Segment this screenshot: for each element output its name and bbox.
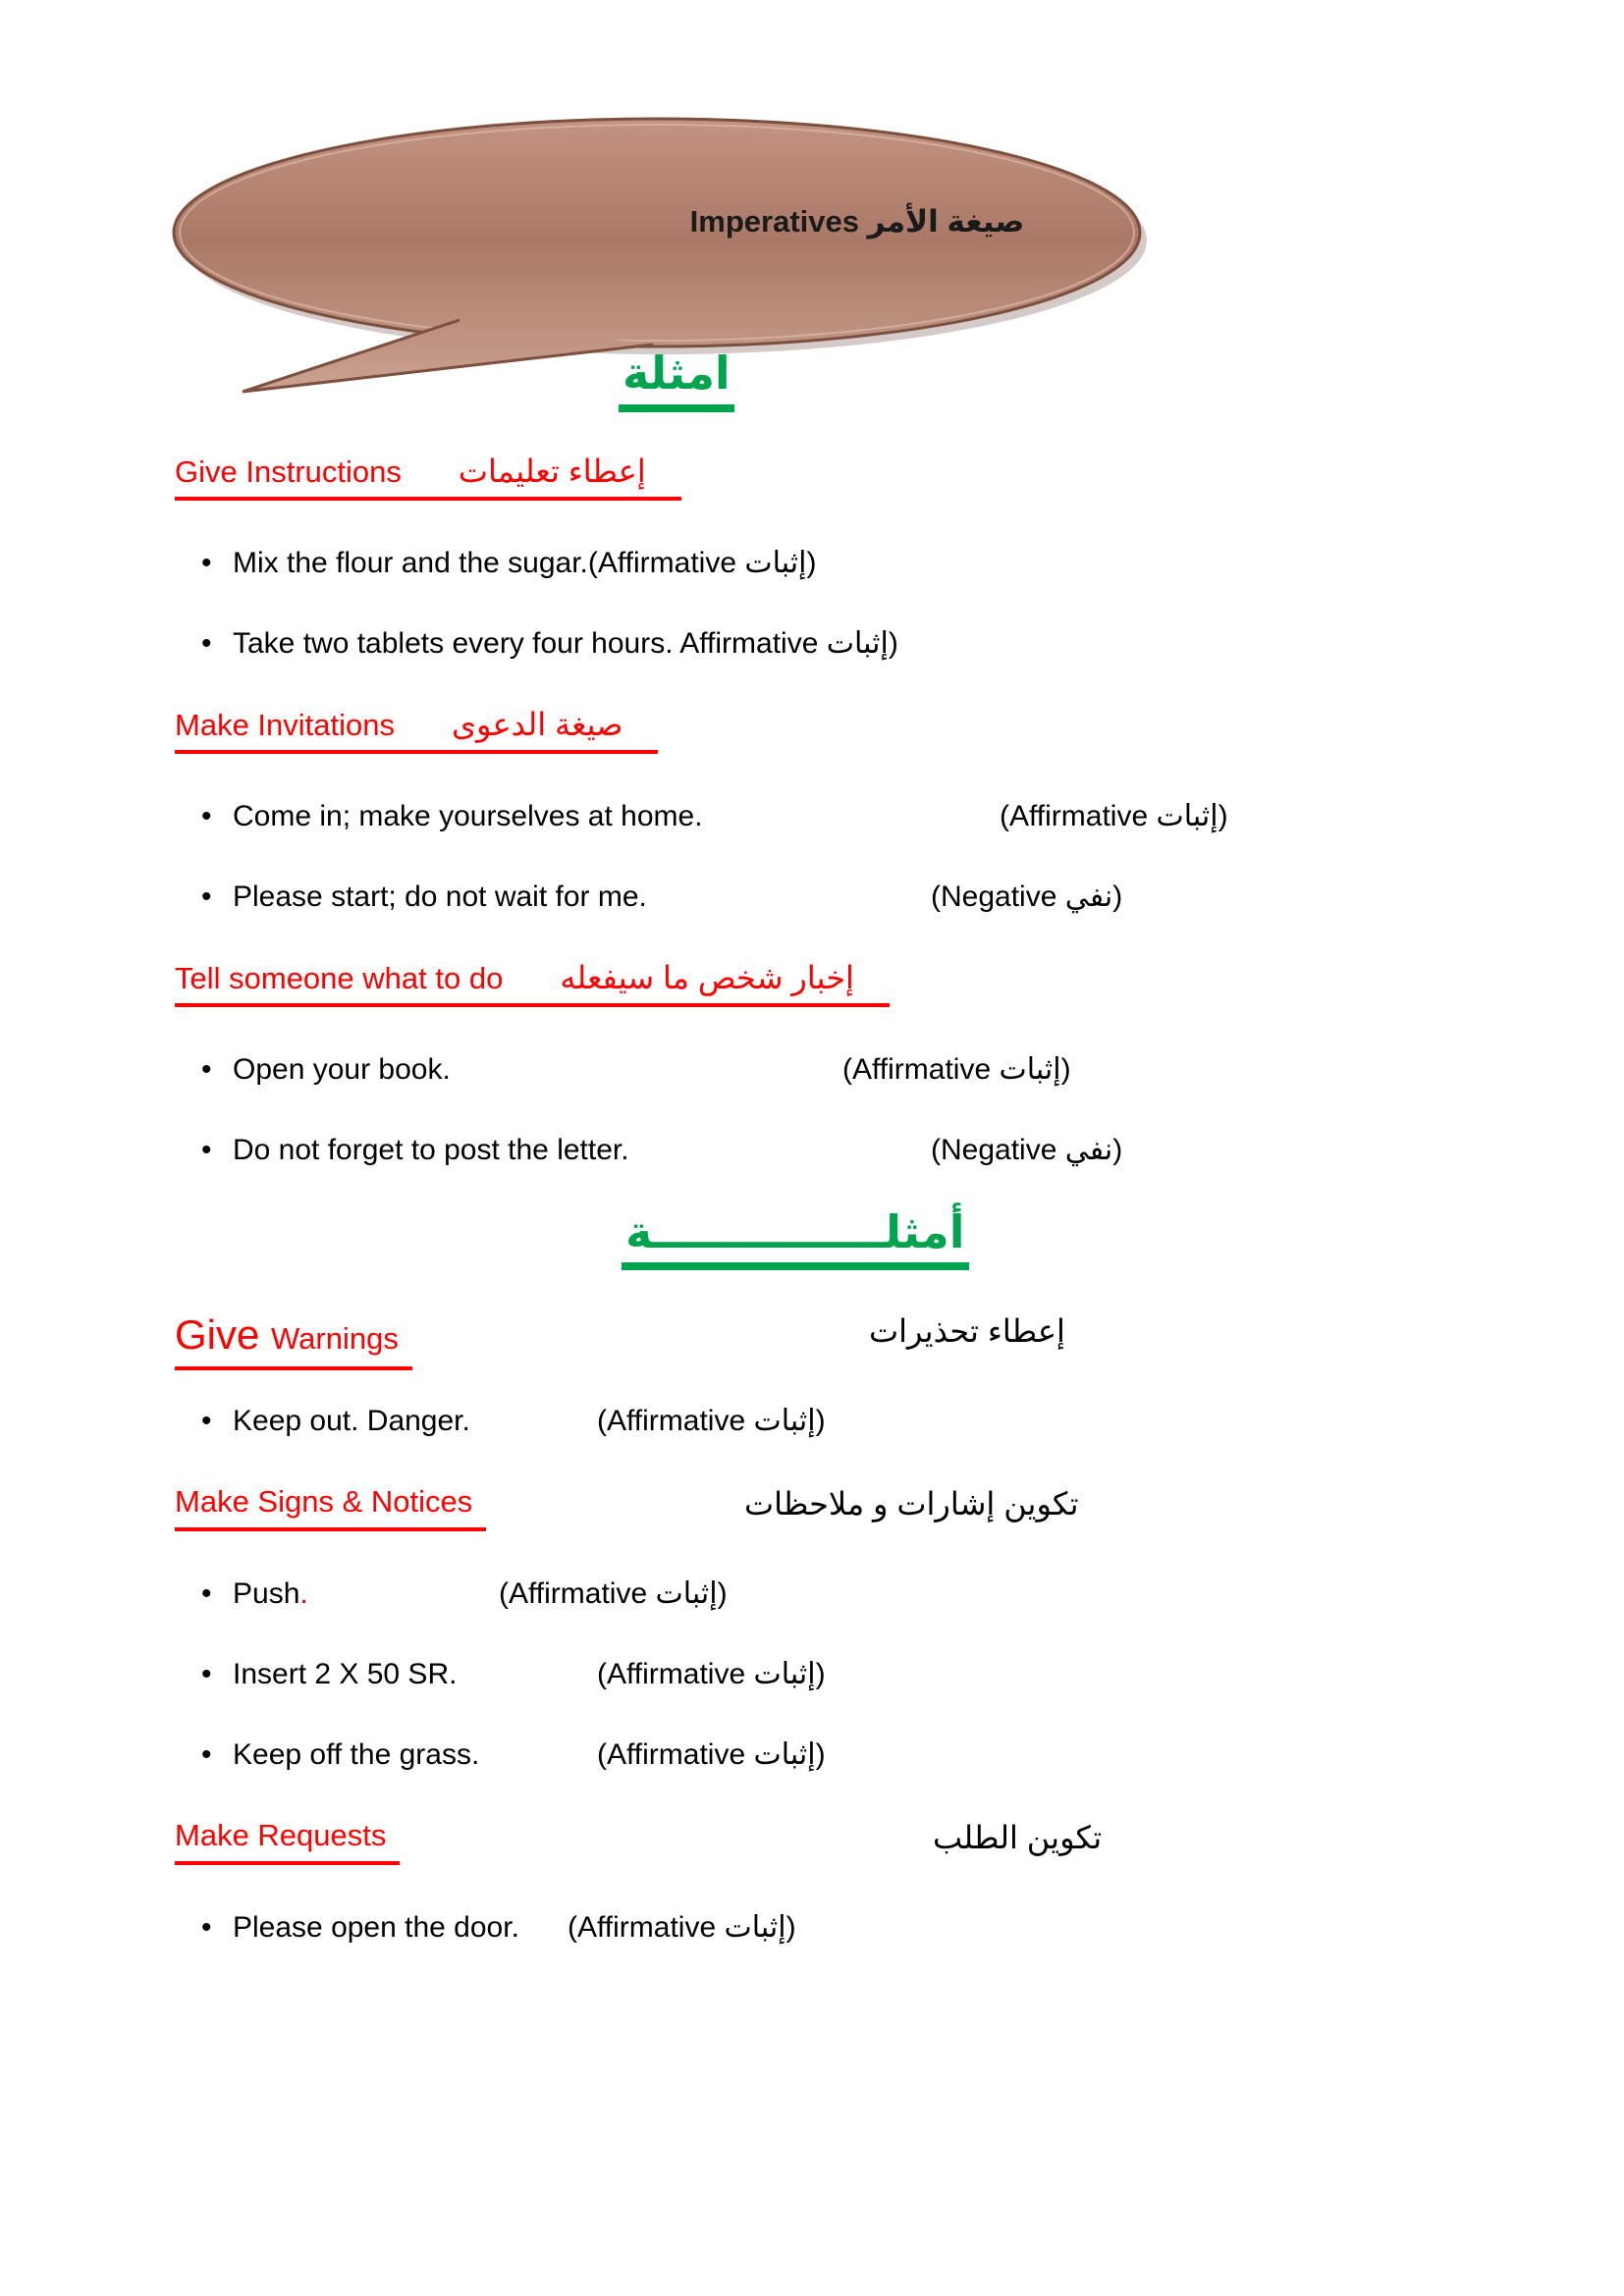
bullet-text: Keep off the grass.: [233, 1738, 480, 1772]
bullet-form-tag: (Affirmative إثبات): [597, 1405, 826, 1438]
bullet-text: Insert 2 X 50 SR.: [233, 1658, 458, 1691]
bullet-item-requests-0: [175, 1910, 1569, 1949]
bullet-item-signs-0: [175, 1576, 1569, 1616]
bullet-form-tag: (Affirmative إثبات): [597, 1738, 826, 1772]
section-heading-en: Make Invitations: [175, 707, 395, 742]
bullet-form-tag: (Affirmative إثبات): [1000, 799, 1228, 832]
section-heading-underline: [175, 960, 890, 1008]
section-heading-en: Tell someone what to do: [175, 960, 504, 995]
bullet-text: Please open the door.: [233, 1911, 519, 1945]
bullet-text: Mix the flour and the sugar.(Affirmative إثبات): [233, 546, 817, 579]
bullet-dot-icon: •: [201, 799, 212, 832]
bullet-dot-icon: •: [201, 1738, 212, 1772]
bullet-item-instructions-0: [175, 546, 1569, 585]
section-heading-underline: [175, 1484, 486, 1531]
bullet-text: Open your book.: [233, 1052, 451, 1086]
document-content: [175, 348, 1569, 1949]
bullet-text: Please start; do not wait for me.: [233, 880, 647, 913]
bullet-red-period: .: [299, 1577, 308, 1611]
bullet-form-tag: (Negative نفي): [931, 1133, 1123, 1166]
examples-heading-mid-text: أمثلـــــــــــــــة: [622, 1207, 969, 1271]
section-heading-instructions: [175, 454, 1569, 505]
section-heading-underline: [175, 1311, 412, 1370]
bullet-dot-icon: •: [201, 626, 212, 660]
bullet-item-warnings-0: [175, 1404, 1569, 1443]
section-heading-invitations: [175, 707, 1569, 758]
bullet-form-tag: (Affirmative إثبات): [499, 1577, 728, 1611]
section-heading-signs: [175, 1484, 1569, 1535]
bullet-dot-icon: •: [201, 1052, 212, 1086]
bullet-item-signs-2: [175, 1737, 1569, 1777]
bullet-item-signs-1: [175, 1657, 1569, 1696]
examples-heading-mid: [622, 1207, 1569, 1271]
bullet-dot-icon: •: [201, 1911, 212, 1945]
section-heading-ar: تكوين إشارات و ملاحظات: [744, 1486, 1079, 1522]
section-heading-en: Make Requests: [175, 1818, 387, 1853]
section-heading-warnings: [175, 1311, 1569, 1362]
sections-group-b: [175, 1311, 1569, 1949]
section-heading-ar: صيغة الدعوى: [452, 706, 623, 742]
bullet-item-invitations-1: [175, 880, 1569, 919]
bullet-form-tag: (Affirmative إثبات): [568, 1911, 796, 1945]
bullet-dot-icon: •: [201, 1405, 212, 1438]
section-heading-underline: [175, 454, 681, 502]
bullet-text: Come in; make yourselves at home.: [233, 799, 703, 832]
bullet-dot-icon: •: [201, 1577, 212, 1611]
bullet-dot-icon: •: [201, 1133, 212, 1166]
bullet-form-tag: (Affirmative إثبات): [597, 1658, 826, 1691]
bullet-dot-icon: •: [201, 546, 212, 579]
bullet-item-tell-0: [175, 1052, 1569, 1092]
section-heading-ar: إعطاء تحذيرات: [869, 1313, 1065, 1350]
examples-heading-top: [619, 348, 1569, 412]
bullet-text: Do not forget to post the letter.: [233, 1133, 629, 1166]
bullet-text: Push: [233, 1577, 300, 1611]
bullet-dot-icon: •: [201, 1658, 212, 1691]
section-heading-ar: إخبار شخص ما سيفعله: [560, 959, 854, 995]
section-heading-ar: تكوين الطلب: [933, 1820, 1103, 1856]
sections-group-a: [175, 454, 1569, 1172]
section-heading-underline: [175, 707, 658, 755]
section-heading-tell: [175, 960, 1569, 1011]
section-heading-en: Give Instructions: [175, 454, 402, 489]
section-heading-underline: [175, 1818, 400, 1865]
section-heading-requests: [175, 1818, 1569, 1869]
bullet-item-tell-1: [175, 1133, 1569, 1172]
bullet-text: Take two tablets every four hours. Affirmative إثبات): [233, 626, 898, 660]
bubble-title: Imperatives صيغة الأمر: [689, 204, 1025, 239]
section-heading-ar: إعطاء تعليمات: [458, 453, 646, 489]
bullet-item-invitations-0: [175, 799, 1569, 838]
section-heading-en: Make Signs & Notices: [175, 1484, 473, 1520]
section-heading-en: Give: [175, 1311, 272, 1359]
bullet-form-tag: (Negative نفي): [931, 880, 1123, 913]
bullet-item-instructions-1: [175, 626, 1569, 666]
bullet-text: Keep out. Danger.: [233, 1405, 470, 1438]
bullet-form-tag: (Affirmative إثبات): [842, 1052, 1071, 1086]
bullet-dot-icon: •: [201, 880, 212, 913]
examples-heading-top-text: امثلة: [619, 348, 734, 412]
section-heading-en-small: Warnings: [271, 1321, 399, 1357]
